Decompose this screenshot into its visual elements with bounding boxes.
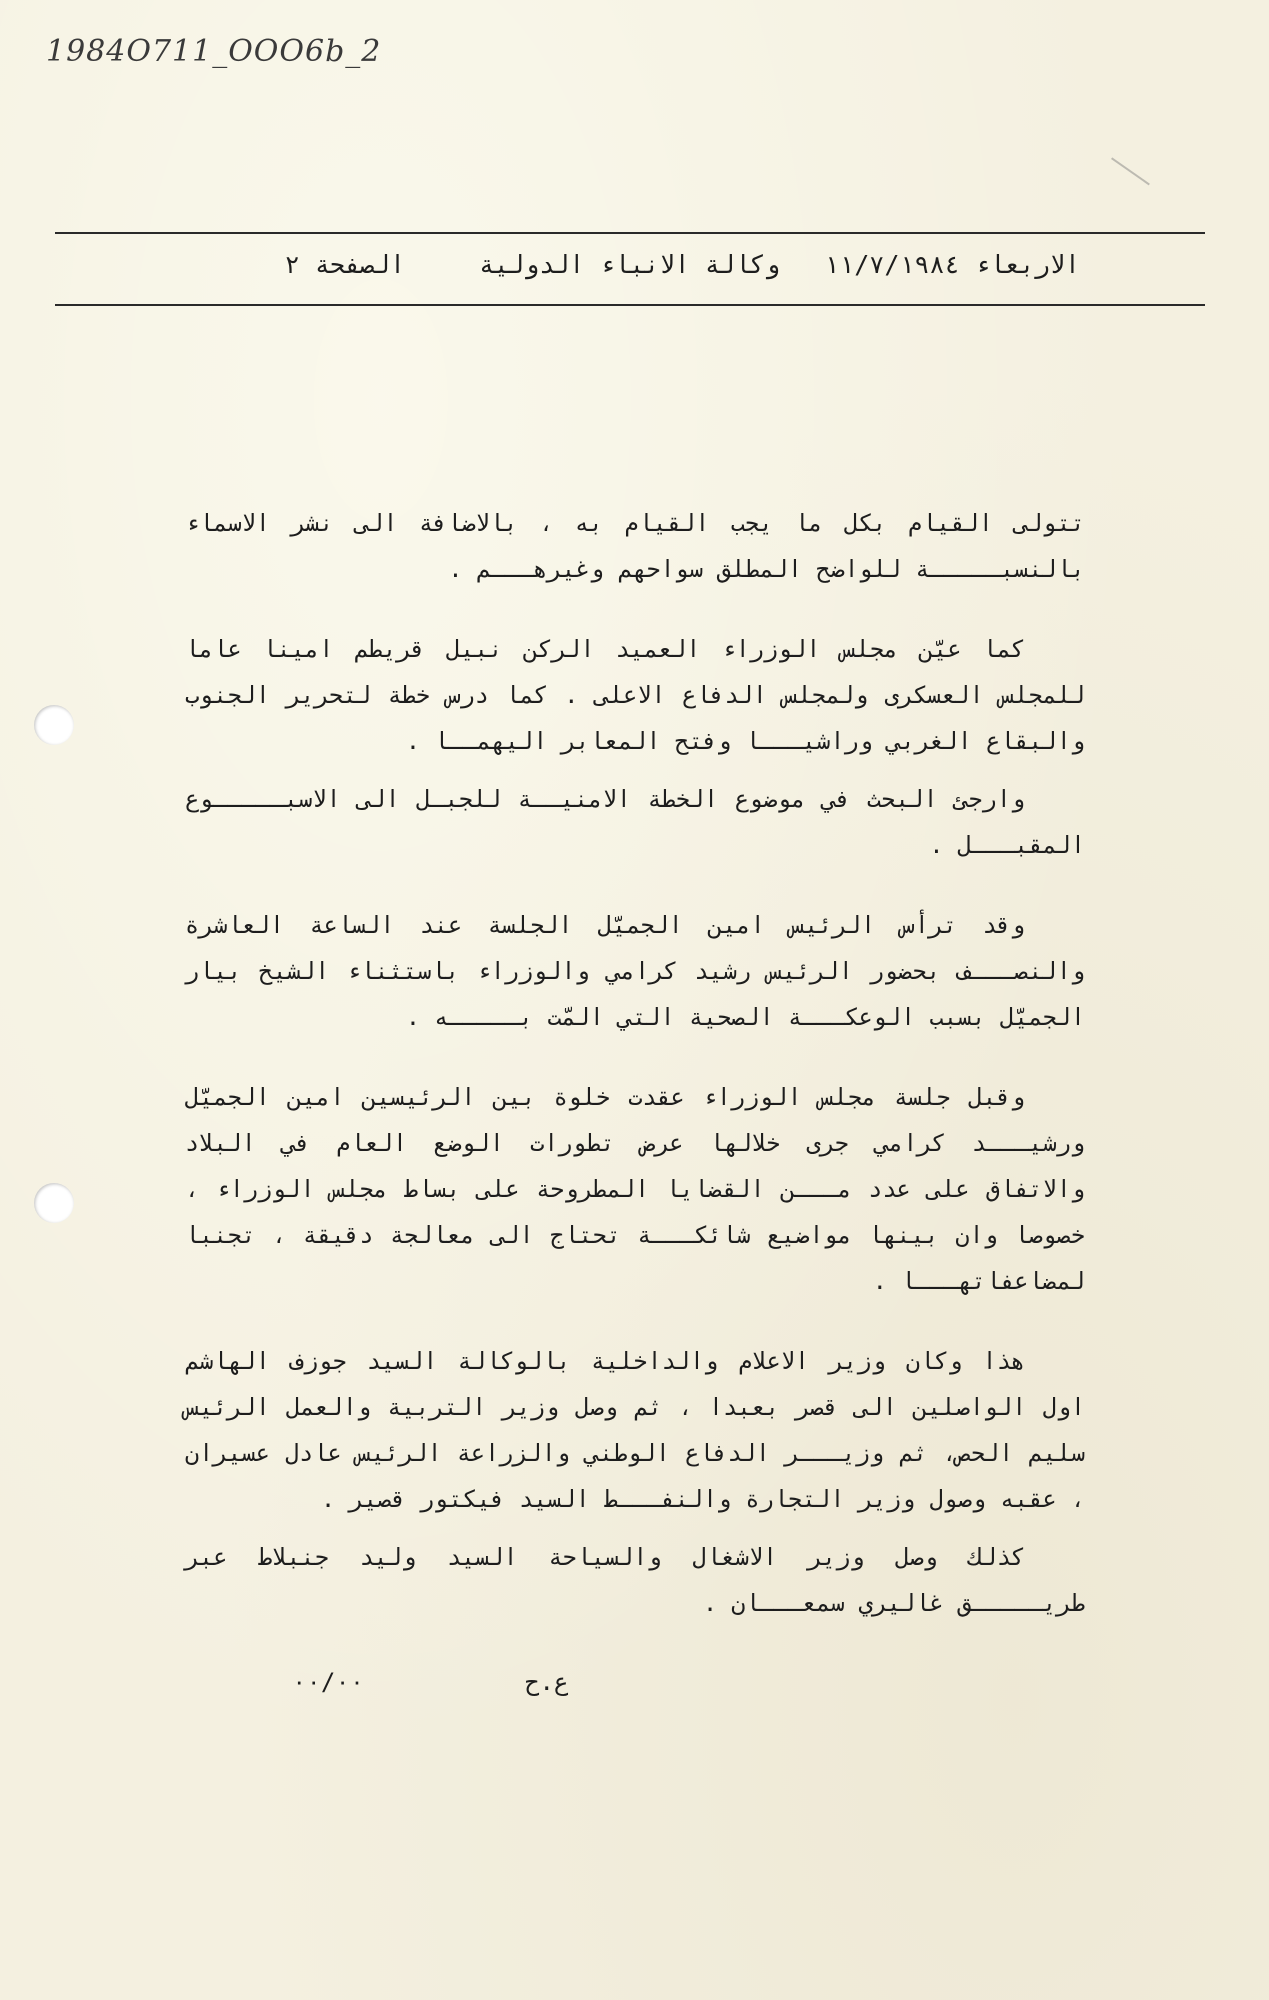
footer-initials: ع.ح bbox=[525, 1668, 569, 1696]
punch-hole-bottom bbox=[34, 1183, 74, 1223]
paragraph: وقد ترأس الرئيس امين الجميّل الجلسة عند الساعة العاشرة والنصـــف بحضور الرئيس رشيد كرامي والوزراء باستثناء الشيخ بيار الجميّل بسبب الوعكـــة الصحية التي المّت بـــــه . bbox=[185, 911, 1085, 1031]
footer-continuation: ٠٠/٠٠ bbox=[292, 1668, 365, 1696]
header-date: الاربعاء ١١/٧/١٩٨٤ bbox=[824, 250, 1080, 279]
paragraph: كذلك وصل وزير الاشغال والسياحة السيد وليد جنبلاط عبر طريـــــق غاليري سمعـــان . bbox=[185, 1543, 1085, 1617]
fold-mark bbox=[1096, 157, 1150, 206]
punch-hole-top bbox=[34, 705, 74, 745]
header-agency: وكالة الانباء الدولية bbox=[478, 250, 780, 279]
paragraph: تتولى القيام بكل ما يجب القيام به ، بالاضافة الى نشر الاسماء بالنسبـــــة للواضح المطلق سواحهم وغيرهـــم . bbox=[185, 509, 1085, 583]
header-rule-top bbox=[55, 232, 1205, 234]
archive-id: 1984O711_OOO6b_2 bbox=[46, 34, 382, 69]
paragraph: وارجئ البحث في موضوع الخطة الامنيــة للجبـل الى الاسبـــــوع المقبـــل . bbox=[185, 785, 1085, 859]
header-page-number: الصفحة ٢ bbox=[284, 250, 405, 279]
paragraph: كما عيّن مجلس الوزراء العميد الركن نبيل قريطم امينا عاما للمجلس العسكرى ولمجلس الدفاع الاعلى . كما درس خطة لتحرير الجنوب والبقاع الغربي وراشيـــا وفتح المعابر اليهمــا . bbox=[185, 635, 1085, 755]
paragraph: وقبل جلسة مجلس الوزراء عقدت خلوة بين الرئيسين امين الجميّل ورشيـــد كرامي جرى خلالها عرض تطورات الوضع العام في البلاد والاتفاق على عدد مـــن القضايا المطروحة على بساط مجلس الوزراء ، خصوصا وان بينها مواضيع شائكـــة تحتاج الى معالجة دقيقة ، تجنبا لمضاعفاتهـــا . bbox=[185, 1083, 1085, 1295]
document-body bbox=[185, 500, 1085, 1660]
page-header bbox=[55, 244, 1205, 292]
paragraph: هذا وكان وزير الاعلام والداخلية بالوكالة السيد جوزف الهاشم اول الواصلين الى قصر بعبدا ، ثم وصل وزير التربية والعمل الرئيس سليم الحص، ثم وزيـــر الدفاع الوطني والزراعة الرئيس عادل عسيران ، عقبه وصول وزير التجارة والنفـــط السيد فيكتور قصير . bbox=[185, 1347, 1085, 1513]
header-rule-bottom bbox=[55, 304, 1205, 306]
